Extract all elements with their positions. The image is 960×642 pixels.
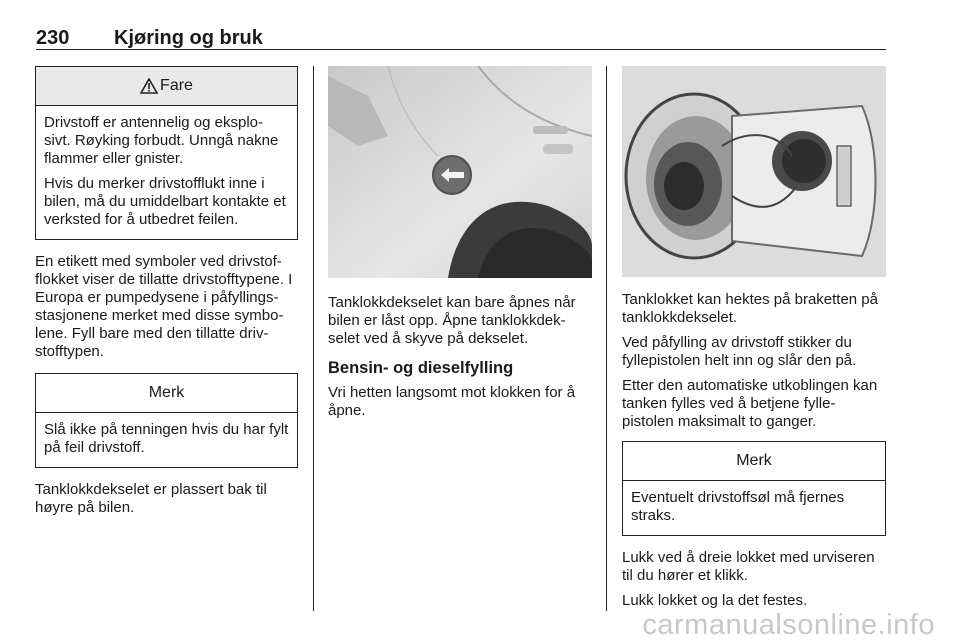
page-header xyxy=(36,24,886,52)
body-paragraph: Tanklokkdekselet kan bare åpnes når bilen er låst opp. Åpne tanklokkdek-selet ved å skyve på dekselet. xyxy=(328,294,576,347)
note-title: Merk xyxy=(148,384,185,401)
page-title: Kjøring og bruk xyxy=(114,27,263,49)
note-header xyxy=(623,442,885,481)
column-3 xyxy=(622,66,886,617)
body-paragraph: Tanklokkdekselet er plassert bak til høyre på bilen. xyxy=(35,481,267,516)
column-divider xyxy=(606,66,607,611)
column-2 xyxy=(328,66,592,427)
warning-paragraph: Hvis du merker drivstofflukt inne i bilen, må du umiddelbart kontakte et verksted for å utbedret feilen. xyxy=(44,175,286,228)
section-heading: Bensin- og dieselfylling xyxy=(328,359,514,377)
watermark: carmanualsonline.info xyxy=(642,609,935,641)
body-paragraph: En etikett med symboler ved drivstof-flokket viser de tillatte drivstofftypene. I Europa er pumpedysene i påfyllings-stasjonene merket med disse symbo-lene. Fyll bare med den tillatte driv-stofftypen. xyxy=(35,253,293,360)
note-header xyxy=(36,374,297,413)
warning-header xyxy=(36,67,297,106)
page-number: 230 xyxy=(36,27,70,49)
fuel-cap-photo xyxy=(622,66,886,277)
body-paragraph: Ved påfylling av drivstoff stikker du fyllepistolen helt inn og slår den på. xyxy=(622,334,857,369)
note-box xyxy=(622,441,886,536)
column-divider xyxy=(313,66,314,611)
note-body xyxy=(623,481,885,535)
body-paragraph: Etter den automatiske utkoblingen kan tanken fylles ved å betjene fylle-pistolen maksimalt to ganger. xyxy=(622,377,878,430)
warning-triangle-icon xyxy=(140,78,158,94)
note-title: Merk xyxy=(736,452,772,469)
note-text: Eventuelt drivstoffsøl må fjernes straks. xyxy=(631,489,845,524)
warning-body xyxy=(36,106,297,239)
note-body xyxy=(36,413,297,467)
column-1 xyxy=(35,66,298,524)
note-box xyxy=(35,373,298,468)
body-paragraph: Lukk ved å dreie lokket med urviseren til du hører et klikk. xyxy=(622,549,875,584)
warning-paragraph: Drivstoff er antennelig og eksplo-sivt. Røyking forbudt. Unngå nakne flammer eller gnister. xyxy=(44,114,279,167)
body-paragraph: Tanklokket kan hektes på braketten på tanklokkdekselet. xyxy=(622,291,878,326)
note-text: Slå ikke på tenningen hvis du har fylt på feil drivstoff. xyxy=(44,421,289,456)
header-rule xyxy=(36,49,886,50)
warning-box xyxy=(35,66,298,240)
fuel-flap-photo xyxy=(328,66,592,278)
body-paragraph: Lukk lokket og la det festes. xyxy=(622,592,808,609)
body-paragraph: Vri hetten langsomt mot klokken for å åpne. xyxy=(328,384,576,419)
warning-title: Fare xyxy=(160,77,193,94)
